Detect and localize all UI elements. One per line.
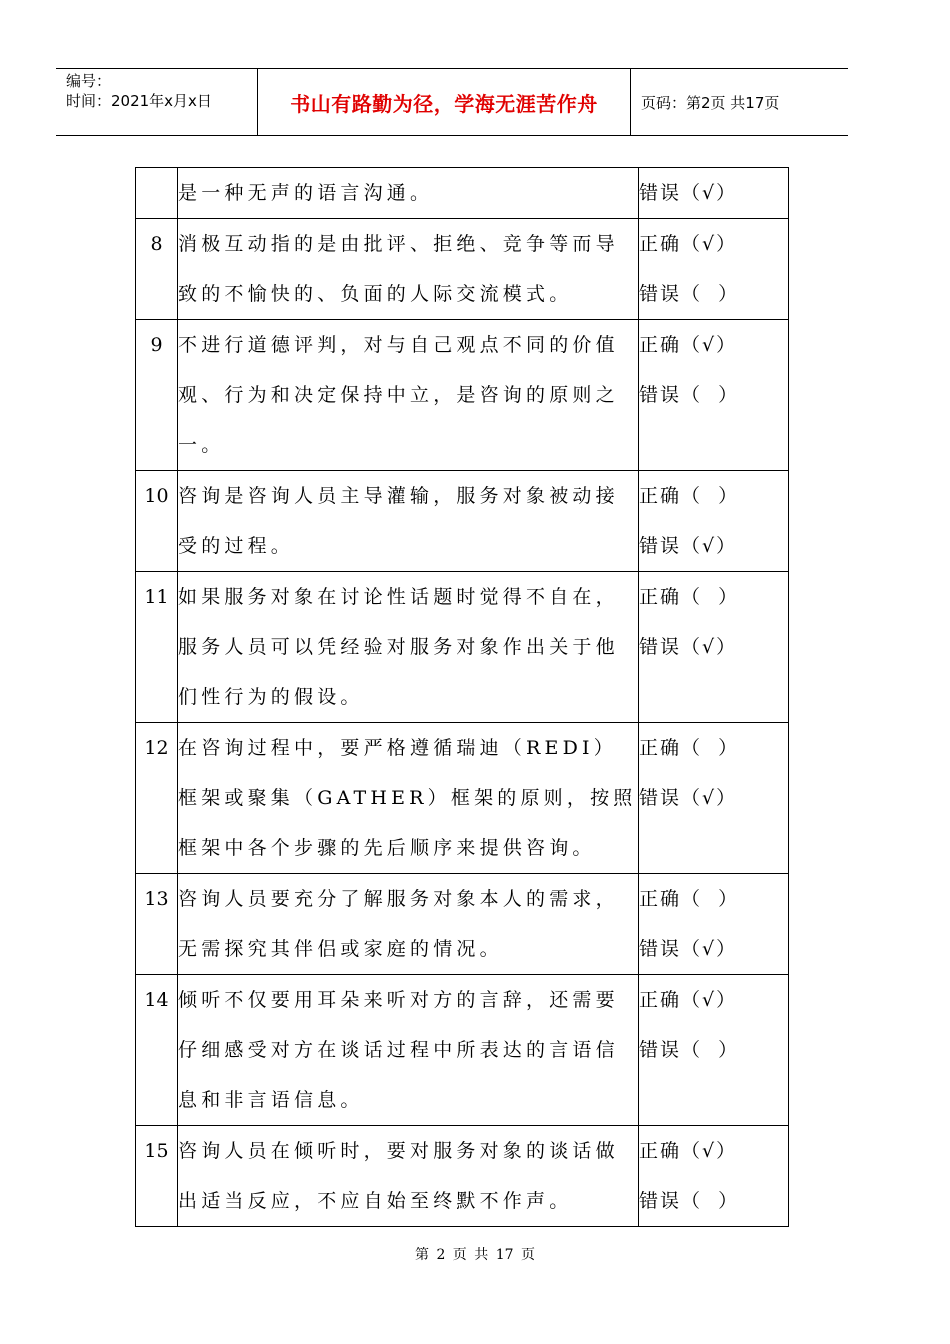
answer-cell: [639, 723, 789, 874]
header-meta: [66, 71, 212, 111]
question-row: [136, 1126, 789, 1227]
question-number: 11: [136, 572, 178, 723]
answer-option: 正确（√）: [639, 1140, 738, 1162]
question-row: [136, 874, 789, 975]
question-row: [136, 975, 789, 1126]
answer-option: 正确（√）: [639, 334, 738, 356]
answer-cell: [639, 219, 789, 320]
code-label: 编号：: [66, 72, 112, 90]
question-statement: 咨询人员要充分了解服务对象本人的需求，无需探究其伴侣或家庭的情况。: [178, 874, 639, 975]
question-statement: 咨询人员在倾听时，要对服务对象的谈话做出适当反应，不应自始至终默不作声。: [178, 1126, 639, 1227]
answer-option: 正确（√）: [639, 989, 738, 1011]
question-row: [136, 320, 789, 471]
answer-cell: [639, 572, 789, 723]
question-statement: 消极互动指的是由批评、拒绝、竞争等而导致的不愉快的、负面的人际交流模式。: [178, 219, 639, 320]
answer-option: 正确（ ）: [639, 485, 740, 507]
answer-option: 正确（ ）: [639, 888, 740, 910]
question-statement: 如果服务对象在讨论性话题时觉得不自在，服务人员可以凭经验对服务对象作出关于他们性行为的假设。: [178, 572, 639, 723]
question-number: 12: [136, 723, 178, 874]
header-page-label: 页码：第2页 共17页: [641, 93, 780, 112]
question-number: 9: [136, 320, 178, 471]
answer-cell: [639, 168, 789, 219]
question-statement: 是一种无声的语言沟通。: [178, 168, 639, 219]
answer-cell: [639, 874, 789, 975]
question-number: 8: [136, 219, 178, 320]
question-number: 10: [136, 471, 178, 572]
answer-option: 错误（ ）: [639, 1039, 740, 1061]
page-footer: 第 2 页 共 17 页: [415, 1247, 535, 1263]
answer-option: 错误（ ）: [639, 384, 740, 406]
answer-option: 错误（√）: [639, 787, 738, 809]
question-statement: 倾听不仅要用耳朵来听对方的言辞，还需要仔细感受对方在谈话过程中所表达的言语信息和非言语信息。: [178, 975, 639, 1126]
page-header: [56, 68, 848, 136]
question-number: 14: [136, 975, 178, 1126]
answer-cell: [639, 975, 789, 1126]
quiz-table-body: [136, 168, 789, 1227]
question-number: 13: [136, 874, 178, 975]
answer-option: 错误（√）: [639, 182, 738, 204]
answer-option: 错误（√）: [639, 938, 738, 960]
answer-option: 错误（ ）: [639, 283, 740, 305]
question-statement: 不进行道德评判，对与自己观点不同的价值观、行为和决定保持中立，是咨询的原则之一。: [178, 320, 639, 471]
answer-option: 错误（ ）: [639, 1190, 740, 1212]
question-statement: 在咨询过程中，要严格遵循瑞迪（REDI）框架或聚集（GATHER）框架的原则，按照框架中各个步骤的先后顺序来提供咨询。: [178, 723, 639, 874]
answer-option: 错误（√）: [639, 535, 738, 557]
question-row: [136, 219, 789, 320]
answer-option: 正确（√）: [639, 233, 738, 255]
quiz-table: [135, 167, 789, 1227]
answer-cell: [639, 471, 789, 572]
answer-cell: [639, 320, 789, 471]
answer-option: 错误（√）: [639, 636, 738, 658]
answer-cell: [639, 1126, 789, 1227]
question-row: [136, 168, 789, 219]
question-row: [136, 723, 789, 874]
time-label: 时间：2021年x月x日: [66, 92, 212, 110]
question-statement: 咨询是咨询人员主导灌输，服务对象被动接受的过程。: [178, 471, 639, 572]
answer-option: 正确（ ）: [639, 737, 740, 759]
question-row: [136, 471, 789, 572]
question-number: [136, 168, 178, 219]
header-motto: 书山有路勤为径，学海无涯苦作舟: [290, 91, 598, 116]
answer-option: 正确（ ）: [639, 586, 740, 608]
question-number: 15: [136, 1126, 178, 1227]
question-row: [136, 572, 789, 723]
